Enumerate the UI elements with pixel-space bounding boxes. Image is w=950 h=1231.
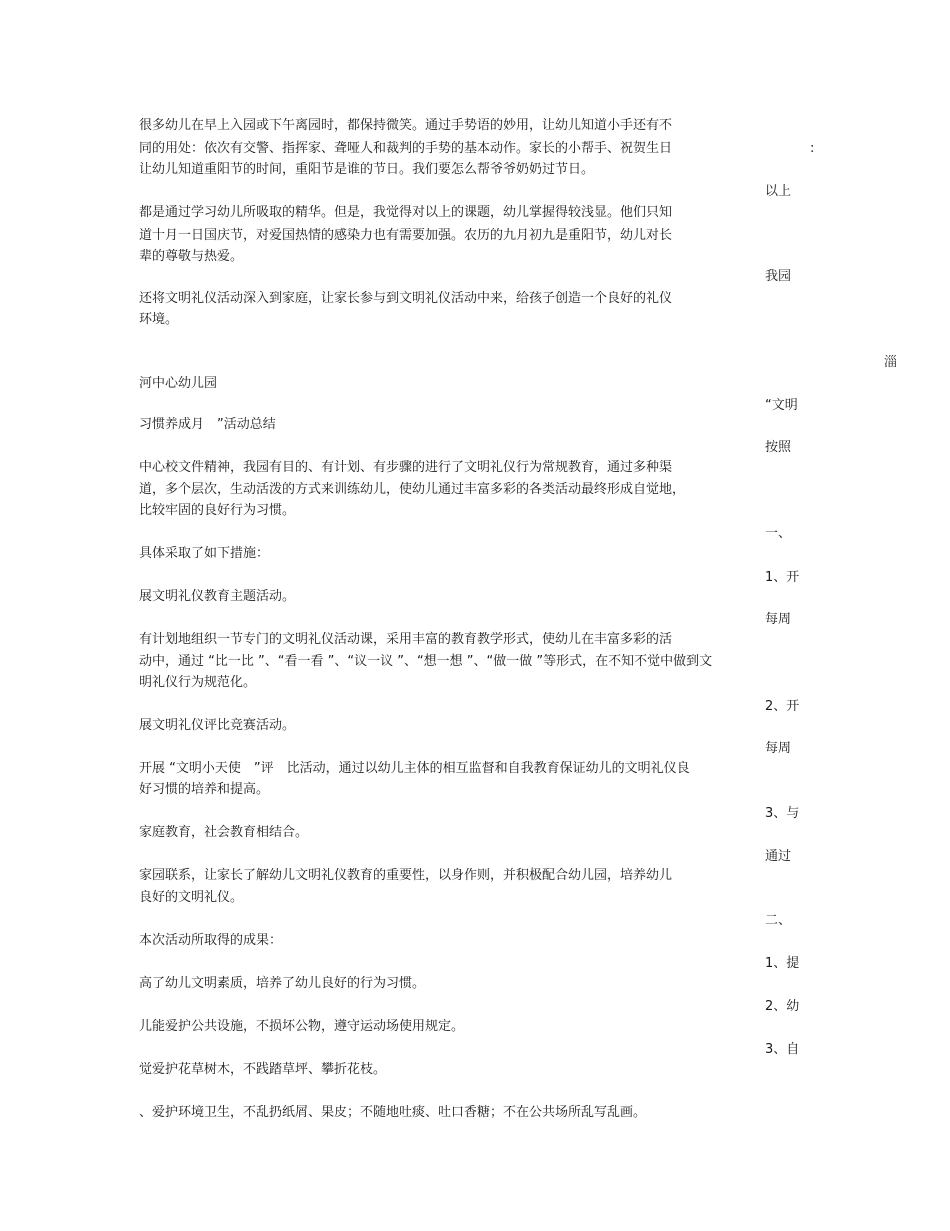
side-fragment-9: 2、开 xyxy=(765,699,800,714)
paragraph-measure2-line1: 开展 “文明小天使 ”评 比活动，通过以幼儿主体的相互监督和自我教育保证幼儿的文明礼仪良 xyxy=(139,761,690,776)
paragraph-measure1-line2: 动中，通过 “比一比 ”、“看一看 ”、“议一议 ”、“想一想 ”、“做一做 ”等形式，在不知不觉中做到文 xyxy=(139,654,713,669)
side-fragment-10: 每周 xyxy=(765,741,792,756)
side-fragment-12: 通过 xyxy=(765,849,792,864)
measure-3-title: 家庭教育，社会教育相结合。 xyxy=(139,825,309,840)
side-colon: : xyxy=(810,141,815,156)
school-name: 河中心幼儿园 xyxy=(139,376,218,391)
paragraph-family-line2: 环境。 xyxy=(139,312,179,327)
paragraph-measure1-line1: 有计划地组织一节专门的文明礼仪活动课，采用丰富的教育教学形式，使幼儿在丰富多彩的活 xyxy=(139,632,673,647)
paragraph-reflection-line2: 道十月一日国庆节，对爱国热情的感染力也有需要加强。农历的九月初九是重阳节，幼儿对长 xyxy=(139,228,673,243)
paragraph-measure3-line1: 家园联系，让家长了解幼儿文明礼仪教育的重要性，以身作则，并积极配合幼儿园，培养幼儿 xyxy=(139,868,673,883)
side-fragment-4: “文明 xyxy=(765,398,798,413)
measure-1-title: 展文明礼仪教育主题活动。 xyxy=(139,589,296,604)
paragraph-reflection-line3: 辈的尊敬与热爱。 xyxy=(139,249,244,264)
side-fragment-5: 按照 xyxy=(765,440,792,455)
results-heading: 本次活动所取得的成果： xyxy=(139,933,283,948)
document-title: 习惯养成月 ”活动总结 xyxy=(139,417,276,432)
result-1: 高了幼儿文明素质，培养了幼儿良好的行为习惯。 xyxy=(139,976,426,991)
side-fragment-13: 二、 xyxy=(765,913,792,928)
paragraph-intro-line1: 很多幼儿在早上入园或下午离园时，都保持微笑。通过手势语的妙用，让幼儿知道小手还有不 xyxy=(139,118,673,133)
side-fragment-1: 以上 xyxy=(765,184,792,199)
paragraph-measure3-line2: 良好的文明礼仪。 xyxy=(139,890,244,905)
paragraph-overview-line2: 道，多个层次，生动活泼的方式来训练幼儿，使幼儿通过丰富多彩的各类活动最终形成自觉地， xyxy=(139,482,686,497)
paragraph-intro-line2: 同的用处：依次有交警、指挥家、聋哑人和裁判的手势的基本动作。家长的小帮手、祝贺生日 xyxy=(139,141,673,156)
paragraph-overview-line3: 比较牢固的良好行为习惯。 xyxy=(139,503,296,518)
result-4: 、爱护环境卫生，不乱扔纸屑、果皮；不随地吐痰、吐口香糖；不在公共场所乱写乱画。 xyxy=(139,1105,647,1120)
side-fragment-6: 一、 xyxy=(765,526,792,541)
result-3: 觉爱护花草树木，不践踏草坪、攀折花枝。 xyxy=(139,1062,387,1077)
measures-heading: 具体采取了如下措施： xyxy=(139,546,270,561)
measure-2-title: 展文明礼仪评比竞赛活动。 xyxy=(139,718,296,733)
side-fragment-8: 每周 xyxy=(765,612,792,627)
result-2: 儿能爱护公共设施，不损坏公物，遵守运动场使用规定。 xyxy=(139,1019,465,1034)
side-fragment-2: 我园 xyxy=(765,269,792,284)
side-fragment-11: 3、与 xyxy=(765,806,800,821)
paragraph-reflection-line1: 都是通过学习幼儿所吸取的精华。但是，我觉得对以上的课题，幼儿掌握得较浅显。他们只知 xyxy=(139,205,673,220)
paragraph-measure2-line2: 好习惯的培养和提高。 xyxy=(139,782,270,797)
side-fragment-15: 2、幼 xyxy=(765,999,800,1014)
side-fragment-14: 1、提 xyxy=(765,956,800,971)
paragraph-measure1-line3: 明礼仪行为规范化。 xyxy=(139,675,257,690)
paragraph-overview-line1: 中心校文件精神，我园有目的、有计划、有步骤的进行了文明礼仪行为常规教育，通过多种渠 xyxy=(139,460,673,475)
paragraph-family-line1: 还将文明礼仪活动深入到家庭，让家长参与到文明礼仪活动中来，给孩子创造一个良好的礼仪 xyxy=(139,291,673,306)
side-fragment-16: 3、自 xyxy=(765,1042,800,1057)
side-fragment-3: 淄 xyxy=(884,355,898,370)
side-fragment-7: 1、开 xyxy=(765,570,800,585)
paragraph-intro-line3: 让幼儿知道重阳节的时间，重阳节是谁的节日。我们要怎么帮爷爷奶奶过节日。 xyxy=(139,162,595,177)
